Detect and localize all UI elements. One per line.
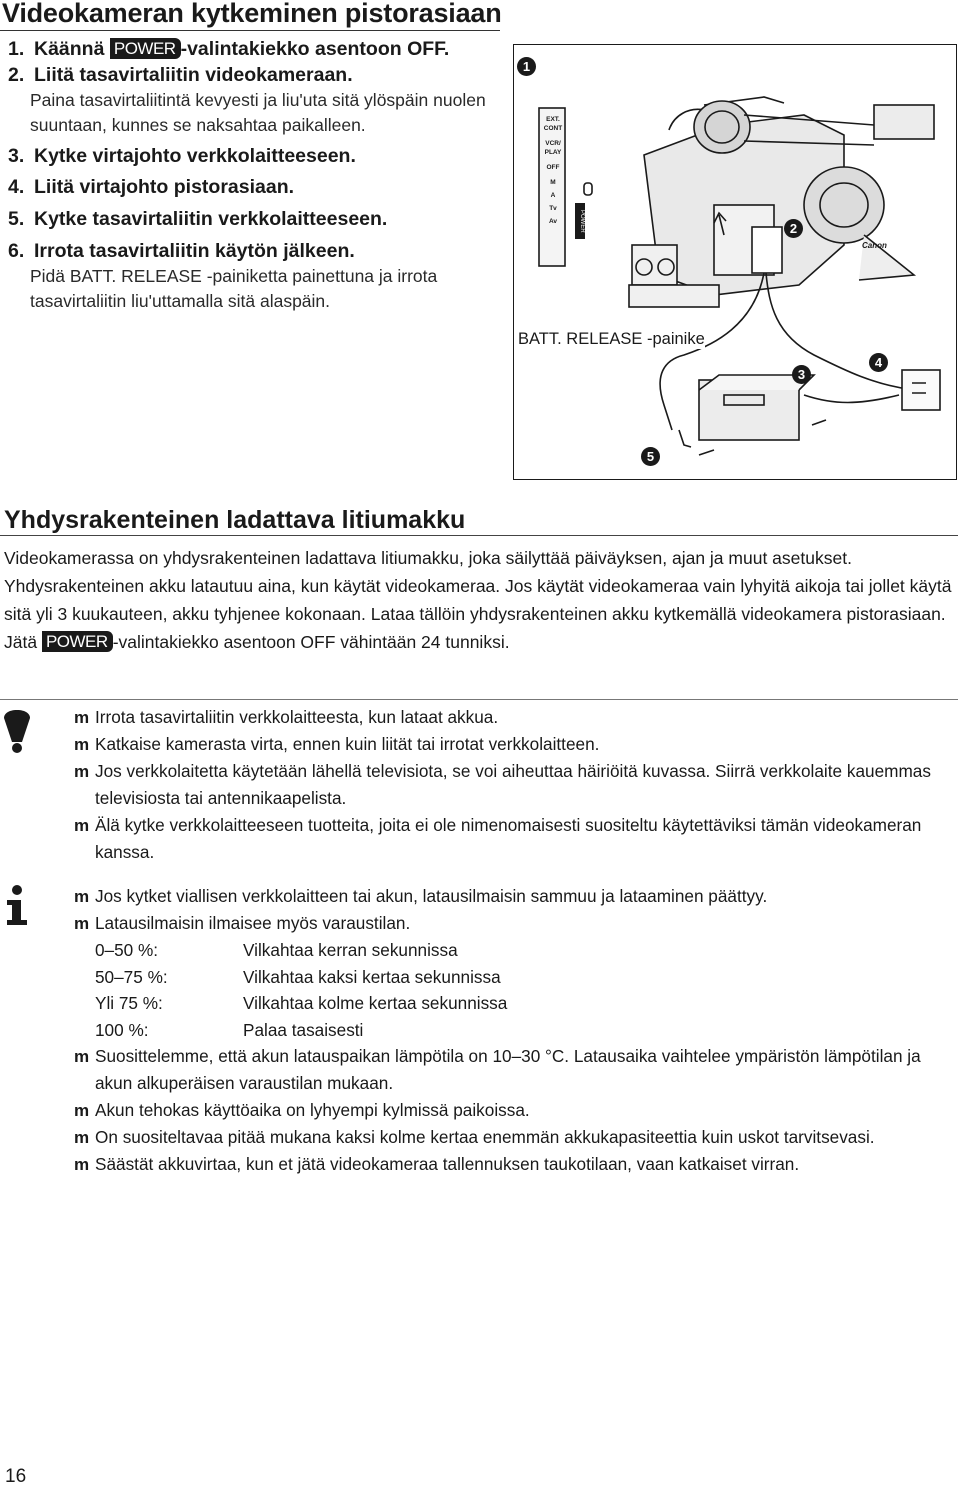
battery-paragraph: Videokamerassa on yhdysrakenteinen ladattava litiumakku, joka säilyttää päiväyksen, ajan ja muut asetukset. Yhdysrakenteinen akku latautuu aina, kun käytät videokameraa. Jos käytät videokameraa vain lyhyitä aikoja tai jollet käytä sitä yli 3 kuukauteen, akku tyhjenee kokonaan. Lataa tällöin yhdysrakenteinen akku kytkemällä videokamera pistorasiaan. Jätä POWER -valintakiekko asentoon OFF vähintään 24 tunniksi.: [4, 548, 952, 652]
lens-hood: [874, 105, 934, 139]
step-2: [8, 62, 498, 88]
step-text: Kytke virtajohto verkkolaitteeseen.: [34, 145, 356, 167]
camera-drawing: [514, 45, 958, 481]
step-number: 2.: [8, 64, 25, 86]
step-5: [8, 206, 498, 232]
section-divider: [0, 535, 958, 536]
charge-level-row: Yli 75 %: Vilkahtaa kolme kertaa sekunnissa: [95, 993, 508, 1013]
callout-4: 4: [869, 353, 888, 372]
dc-plug: [679, 430, 691, 447]
info-item: m Latausilmaisin ilmaisee myös varaustilan.: [74, 913, 411, 933]
battery-section-heading: Yhdysrakenteinen ladattava litiumakku: [4, 506, 466, 534]
power-dial-badge: POWER: [42, 631, 113, 652]
info-item: m Suosittelemme, että akun latauspaikan lämpötila on 10–30 °C. Latausaika vaihtelee ympäristön lämpötilan ja akun alkuperäisen varaustilan mukaan.: [74, 1046, 921, 1093]
port-block: [632, 245, 677, 285]
dial-power-tag: POWER: [575, 203, 585, 239]
step-3: [8, 143, 498, 169]
camera-base: [629, 285, 719, 307]
power-cord-camera: [766, 273, 914, 390]
dial-indicator: [584, 183, 592, 195]
steps-list: [8, 36, 498, 319]
warning-item: m Älä kytke verkkolaitteeseen tuotteita, joita ei ole nimenomaisesti suositeltu käytettäviksi tämän videokameran kanssa.: [74, 815, 922, 862]
camera-connection-illustration: [513, 44, 957, 480]
step-text: Kytke tasavirtaliitin verkkolaitteeseen.: [34, 208, 388, 230]
info-item: m Säästät akkuvirtaa, kun et jätä videokameraa tallennuksen taukotilaan, vaan katkaiset virran.: [74, 1154, 800, 1174]
step-text: Liitä virtajohto pistorasiaan.: [34, 176, 295, 198]
step-1: [8, 36, 498, 62]
step-text: Irrota tasavirtaliitin käytön jälkeen.: [34, 240, 355, 262]
dc-coupler: [752, 227, 782, 273]
page-title: Videokameran kytkeminen pistorasiaan: [2, 0, 502, 28]
notes-divider: [0, 699, 958, 700]
step-text: Liitä tasavirtaliitin videokameraan.: [34, 64, 353, 86]
step-text: -valintakiekko asentoon OFF.: [180, 38, 450, 60]
callout-3: 3: [792, 365, 811, 384]
step-number: 1.: [8, 38, 25, 60]
info-item: m On suositeltavaa pitää mukana kaksi kolme kertaa enemmän akkukapasiteettia kuin uskot tarvitsevasi.: [74, 1127, 875, 1147]
info-item: m Jos kytket viallisen verkkolaitteen tai akun, latausilmaisin sammuu ja lataaminen päättyy.: [74, 886, 768, 906]
callout-5: 5: [641, 447, 660, 466]
charge-level-row: 0–50 %: Vilkahtaa kerran sekunnissa: [95, 940, 458, 960]
warning-icon: [0, 708, 34, 754]
main-lens: [804, 167, 884, 243]
page-number: 16: [5, 1466, 27, 1487]
step-6: [8, 238, 498, 264]
step-4: [8, 174, 498, 200]
info-notes: [74, 883, 954, 1178]
title-divider: [0, 30, 500, 31]
batt-release-label: BATT. RELEASE -painike: [518, 330, 705, 348]
step-number: 4.: [8, 176, 25, 198]
step-number: 5.: [8, 208, 25, 230]
mode-dial-labels: EXT. CONT VCR/ PLAY OFF M A Tv Av: [543, 116, 563, 225]
charge-level-row: 50–75 %: Vilkahtaa kaksi kertaa sekunnissa: [95, 966, 501, 987]
canon-logo: Canon: [862, 241, 887, 250]
callout-1: 1: [517, 57, 536, 76]
charge-level-row: 100 %: Palaa tasaisesti: [95, 1019, 364, 1040]
warning-notes: [74, 704, 954, 866]
warning-item: m Jos verkkolaitetta käytetään lähellä televisiota, se voi aiheuttaa häiriöitä kuvassa. Siirrä verkkolaite kauemmas televisiosta tai antennikaapelista.: [74, 761, 931, 808]
power-dial-badge: POWER: [110, 38, 181, 59]
step-description: Paina tasavirtaliitintä kevyesti ja liu'uta sitä ylöspäin nuolen suuntaan, kunnes se naksahtaa paikalleen.: [30, 90, 486, 135]
step-number: 6.: [8, 240, 25, 262]
step-text: Käännä: [34, 38, 110, 60]
power-cord: [804, 395, 899, 403]
callout-2: 2: [784, 219, 803, 238]
warning-item: m Irrota tasavirtaliitin verkkolaitteesta, kun lataat akkua.: [74, 707, 499, 727]
lens-front: [694, 101, 750, 153]
step-number: 3.: [8, 145, 25, 167]
wall-outlet: [902, 370, 940, 410]
step-description: Pidä BATT. RELEASE -painiketta painettuna ja irrota tasavirtaliitin liu'uttamalla sitä alaspäin.: [30, 266, 438, 311]
info-item: m Akun tehokas käyttöaika on lyhyempi kylmissä paikoissa.: [74, 1100, 530, 1120]
info-icon: [0, 883, 34, 927]
warning-item: m Katkaise kamerasta virta, ennen kuin liität tai irrotat verkkolaitteen.: [74, 734, 600, 754]
